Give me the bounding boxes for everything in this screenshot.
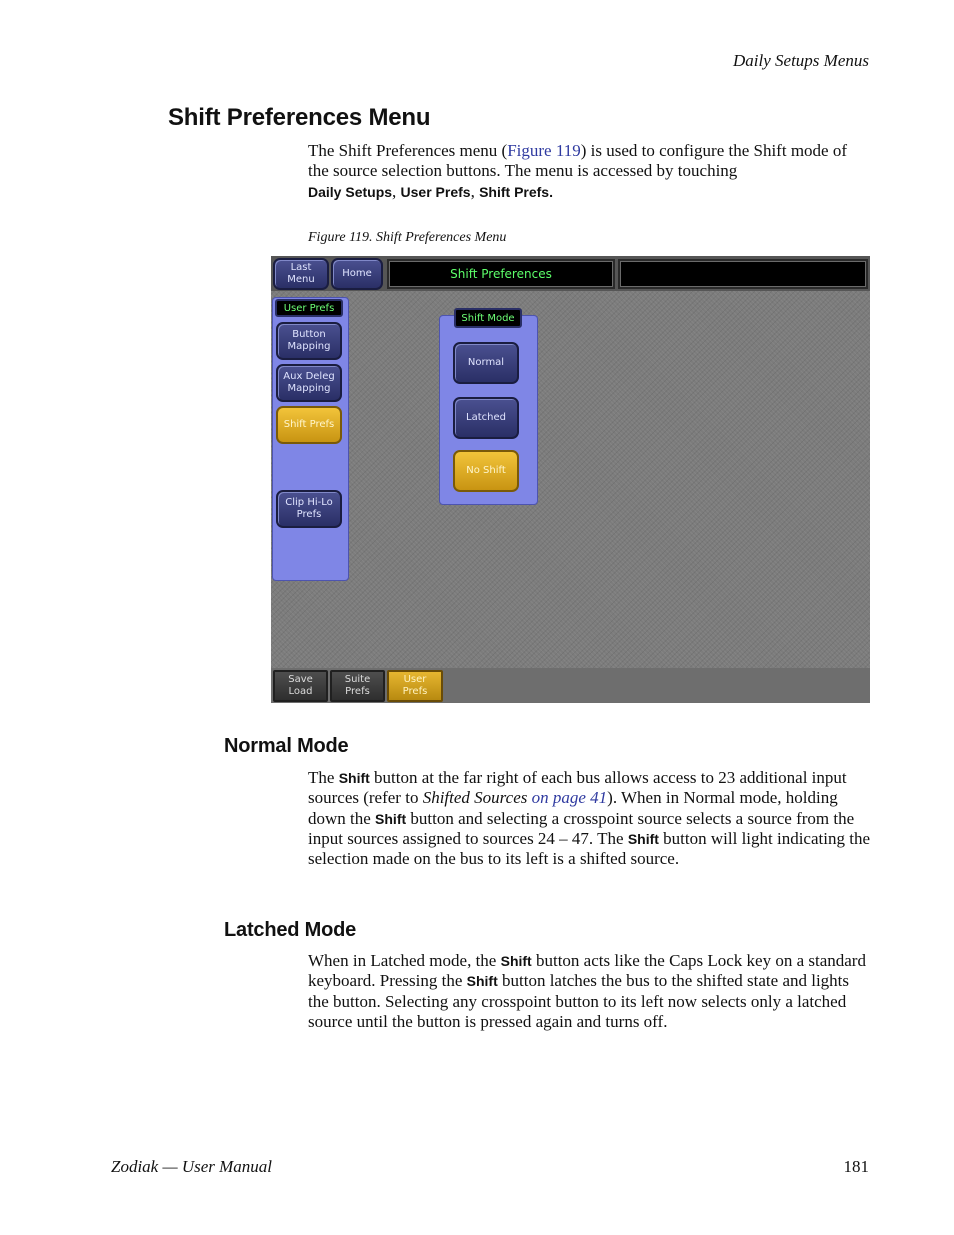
menu-path-user-prefs: User Prefs — [400, 183, 471, 200]
section-title: Shift Preferences Menu — [168, 104, 431, 131]
normal-text: button and selecting a crosspoint source selects a source from the input sources assigned to sources 24 – 47. The — [308, 808, 855, 848]
footer-title: Zodiak — User Manual — [111, 1157, 273, 1176]
menu-path-shift-prefs: Shift Prefs — [479, 183, 550, 200]
normal-text: The — [308, 768, 339, 787]
home-button[interactable]: Home — [331, 258, 383, 290]
reference-title: Shifted Sources — [422, 788, 528, 808]
menu-title-secondary — [618, 259, 868, 289]
shift-keyword: Shift — [338, 770, 370, 786]
running-head: Daily Setups Menus — [733, 51, 869, 70]
latched-text: button latches the bus to the shifted state and lights the button. Selecting any crosspoint button to its left now selects only a latched source until the button is pressed again and turns off. — [308, 971, 850, 1031]
intro-text: ) is used to configure the Shift mode of the source selection buttons. The menu is accessed by touching — [308, 141, 847, 181]
intro-paragraph — [308, 141, 870, 202]
user-prefs-tab-button[interactable]: User Prefs — [387, 670, 443, 702]
shift-keyword: Shift — [627, 830, 659, 847]
normal-text: ). When in Normal mode, holding down the — [308, 788, 838, 828]
shift-keyword: Shift — [466, 973, 498, 990]
user-prefs-label: User Prefs — [275, 299, 343, 317]
page-number: 181 — [843, 1157, 869, 1176]
save-load-button[interactable]: Save Load — [273, 670, 328, 702]
figure-caption: Figure 119. Shift Preferences Menu — [308, 230, 507, 245]
suite-prefs-button[interactable]: Suite Prefs — [330, 670, 385, 702]
latched-mode-button[interactable]: Latched — [453, 397, 519, 439]
shift-preferences-screenshot — [271, 256, 870, 703]
no-shift-mode-button[interactable]: No Shift — [453, 450, 519, 492]
figure-link[interactable]: Figure 119 — [507, 141, 581, 160]
normal-text: button will light indicating the selection made on the bus to its left is a shifted source. — [308, 828, 870, 869]
menu-path-end: . — [549, 183, 553, 200]
menu-path-separator: , — [470, 181, 480, 201]
shift-keyword: Shift — [500, 953, 532, 969]
menu-title: Shift Preferences — [387, 259, 615, 289]
shift-mode-label: Shift Mode — [454, 308, 522, 328]
page-reference-link[interactable]: on page 41 — [527, 788, 608, 808]
normal-text: button at the far right of each bus allows access to 23 additional input sources (refer to — [308, 768, 847, 808]
shift-keyword: Shift — [375, 810, 407, 827]
menu-path-daily-setups: Daily Setups — [308, 183, 393, 200]
normal-mode-heading: Normal Mode — [224, 735, 349, 757]
button-mapping-button[interactable]: Button Mapping — [276, 322, 342, 360]
latched-mode-paragraph — [308, 951, 870, 1032]
latched-mode-heading: Latched Mode — [224, 919, 357, 941]
latched-text: button acts like the Caps Lock key on a standard keyboard. Pressing the — [308, 951, 866, 991]
last-menu-button[interactable]: Last Menu — [273, 258, 329, 290]
normal-mode-button[interactable]: Normal — [453, 342, 519, 384]
normal-mode-paragraph — [308, 768, 870, 869]
intro-text: The Shift Preferences menu ( — [308, 141, 508, 160]
shift-prefs-button[interactable]: Shift Prefs — [276, 406, 342, 444]
clip-hi-lo-prefs-button[interactable]: Clip Hi-Lo Prefs — [276, 490, 342, 528]
menu-path-separator: , — [392, 181, 401, 201]
aux-deleg-mapping-button[interactable]: Aux Deleg Mapping — [276, 364, 342, 402]
latched-text: When in Latched mode, the — [308, 951, 501, 970]
